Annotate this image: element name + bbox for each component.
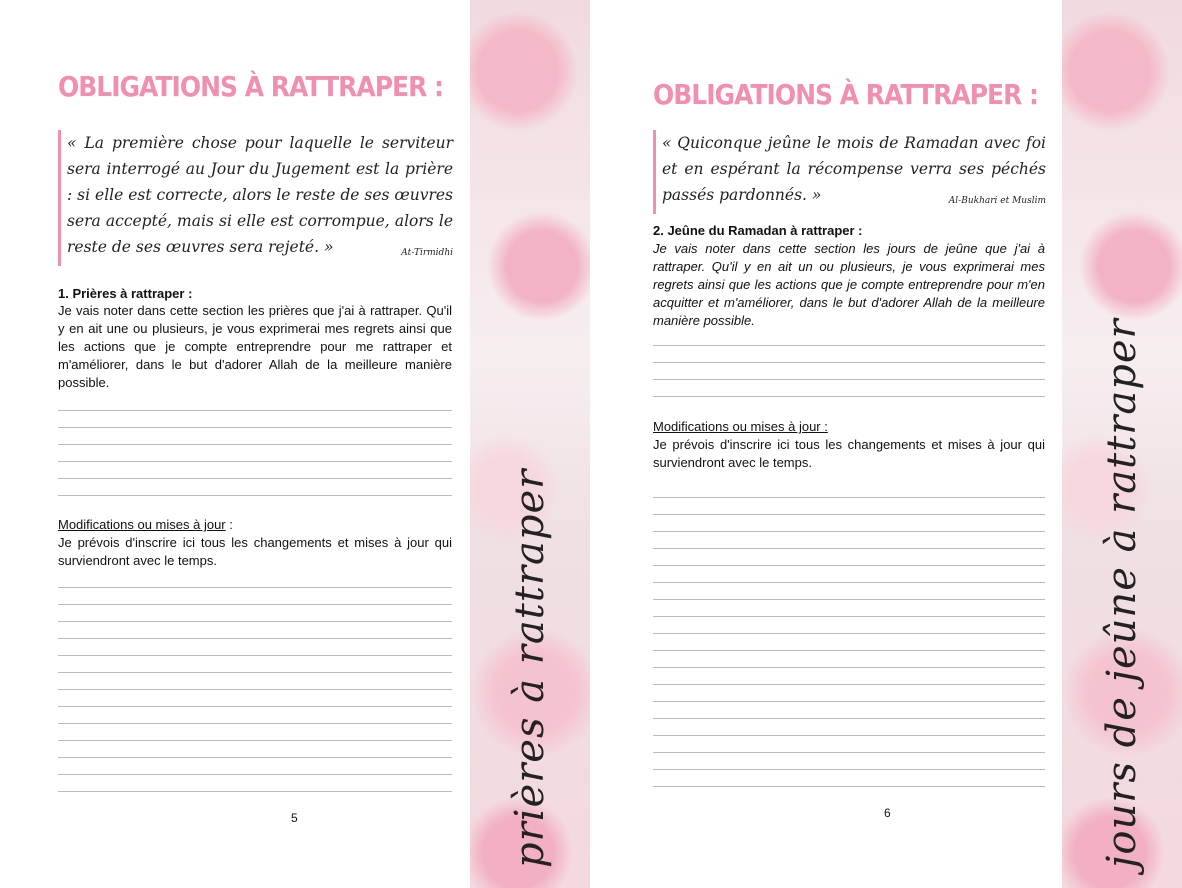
writing-lines[interactable] [58,394,452,496]
updates-block [58,516,452,570]
updates-block [653,418,1045,472]
section-text: Je vais noter dans cette section les prières que j'ai à rattraper. Qu'il y en ait une ou plusieurs, je vous exprimerai mes regrets ainsi que les actions que je compte entreprendre pour me rattraper et m'améliorer, dans le but d'adorer Allah de la meilleure manière possible. [58,303,452,390]
updates-text: Je prévois d'inscrire ici tous les changements et mises à jour qui surviendront avec le temps. [58,535,452,568]
section-text: Je vais noter dans cette section les jours de jeûne que j'ai à rattraper. Qu'il y en ait un ou plusieurs, je vous exprimerai mes regrets ainsi que les actions que je compte entreprendre pour m'en acquitter et m'améliorer, dans le but d'adorer Allah de la meilleure manière possible. [653,241,1045,328]
floral-side-strip [470,0,590,888]
section-heading: 1. Prières à rattraper : [58,286,193,301]
writing-lines[interactable] [58,571,452,792]
quote-text: « La première chose pour laquelle le serviteur sera interrogé au Jour du Jugement est la prière : si elle est correcte, alors le reste de ses œuvres sera accepté, mais si elle est corrompue, alors le reste de ses œuvres sera rejeté. » [67,134,453,256]
page-6 [590,0,1062,888]
page-number: 5 [291,811,298,825]
updates-heading: Modifications ou mises à jour : [653,419,828,434]
page-number: 6 [884,806,891,820]
page-title: OBLIGATIONS À RATTRAPER : [653,78,1039,111]
updates-heading: Modifications ou mises à jour [58,517,226,532]
hadith-quote [58,130,453,266]
updates-text: Je prévois d'inscrire ici tous les changements et mises à jour qui surviendront avec le temps. [653,437,1045,470]
writing-lines[interactable] [653,481,1045,787]
writing-lines[interactable] [653,329,1045,397]
floral-side-strip [1062,0,1182,888]
updates-colon: : [225,517,233,532]
page-title: OBLIGATIONS À RATTRAPER : [58,70,444,103]
strip-title: jours de jeûne à rattraper [1099,318,1145,868]
quote-text: « Quiconque jeûne le mois de Ramadan avec foi et en espérant la récompense verra ses péchés passés pardonnés. » [662,134,1046,204]
page-5 [0,0,470,888]
quote-source: At-Tirmidhi [401,248,453,258]
section-heading: 2. Jeûne du Ramadan à rattraper : [653,223,863,238]
quote-source: Al-Bukhari et Muslim [948,196,1046,206]
hadith-quote [653,130,1046,214]
strip-title: prières à rattraper [507,468,553,868]
